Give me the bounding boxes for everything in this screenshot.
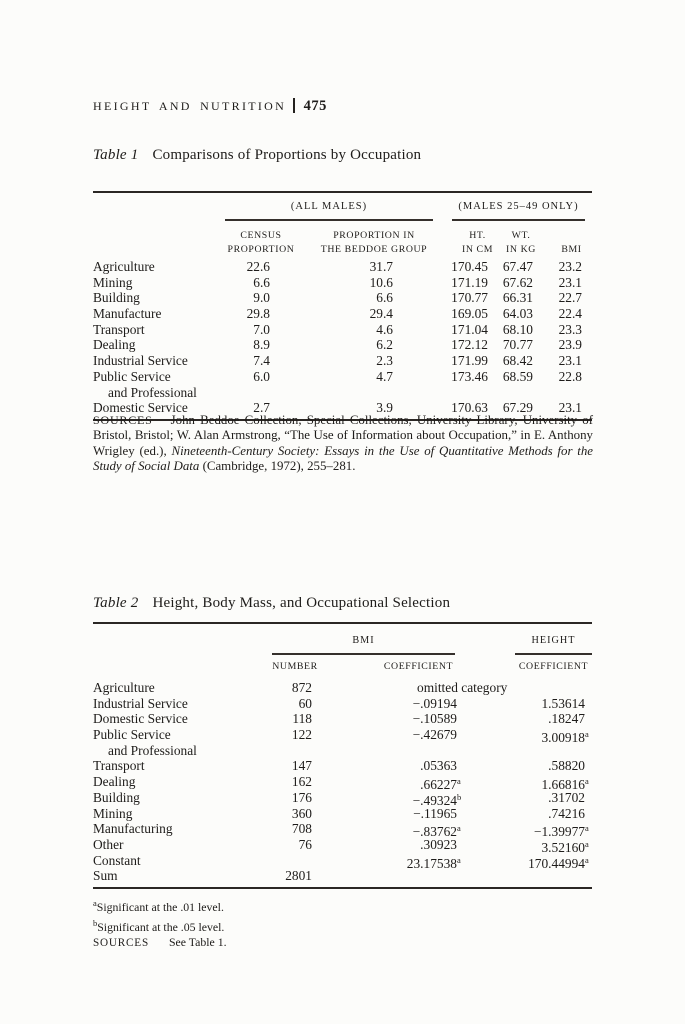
height-cell: 170.77 — [451, 290, 488, 306]
table-row — [93, 369, 592, 400]
column-header-ht-line2: IN CM — [461, 243, 494, 255]
census-cell: 9.0 — [253, 290, 270, 306]
bmi-coefficient-cell: .66227$^a$ — [420, 776, 461, 793]
table2-footnotes — [93, 896, 227, 952]
beddoe-cell: 2.3 — [376, 353, 393, 369]
height-coefficient-cell: .74216 — [548, 805, 585, 821]
number-cell: 162 — [291, 774, 312, 790]
number-cell: 176 — [291, 789, 312, 805]
height-cell: 171.19 — [451, 274, 488, 290]
number-cell: 872 — [291, 680, 312, 695]
table-row — [93, 290, 592, 306]
bmi-cell: 23.2 — [558, 259, 582, 274]
census-cell: 8.9 — [253, 337, 270, 353]
footnote-b: $^b$Significant at the .05 level. — [93, 917, 225, 934]
column-header-wt-line2: IN KG — [506, 243, 536, 255]
group-header-all-males: (ALL MALES) — [290, 201, 368, 212]
beddoe-cell: 4.7 — [376, 368, 393, 384]
table2-caption — [93, 595, 592, 612]
beddoe-cell: 29.4 — [369, 306, 393, 322]
census-cell: 7.4 — [253, 353, 270, 369]
bmi-cell: 22.7 — [558, 290, 582, 306]
occupation-cell: Industrial Service — [93, 695, 188, 711]
bmi-cell: 23.1 — [558, 353, 582, 369]
bmi-cell: 22.8 — [558, 368, 582, 384]
beddoe-cell: 31.7 — [369, 259, 393, 274]
occupation-line1: Public Service — [93, 727, 171, 743]
height-coefficient-cell: .31702 — [548, 789, 585, 805]
height-cell: 171.04 — [451, 321, 488, 337]
footnote-a-marker: a — [93, 898, 97, 908]
table2-header — [93, 624, 592, 680]
table2-bottom-rule — [93, 887, 592, 889]
bmi-coefficient-cell: −.09194 — [412, 695, 457, 711]
occupation-cell: Building — [93, 290, 140, 306]
group-rule-height — [515, 653, 592, 655]
height-coefficient-cell: 1.53614 — [541, 695, 585, 711]
occupation-cell: Industrial Service — [93, 353, 188, 369]
column-header-wt-line1: WT. — [511, 230, 531, 241]
occupation-cell: Manufacturing — [93, 821, 173, 837]
column-header-number: NUMBER — [272, 661, 318, 672]
bmi-coefficient-cell: 23.17538$^a$ — [406, 854, 461, 871]
table2 — [93, 622, 592, 889]
table1-label: Table 1 — [93, 147, 139, 163]
occupation-line2: and Professional — [108, 742, 197, 758]
table-row — [93, 353, 592, 369]
height-coefficient-cell: .58820 — [548, 758, 585, 774]
table-row — [93, 680, 592, 696]
weight-cell: 64.03 — [502, 306, 533, 322]
beddoe-cell: 6.6 — [376, 290, 393, 306]
occupation-cell: Sum — [93, 868, 118, 884]
occupation-cell: Dealing — [93, 774, 136, 790]
occupation-cell: Mining — [93, 805, 133, 821]
bmi-coefficient-cell: −.42679 — [412, 727, 457, 743]
occupation-cell — [93, 727, 243, 758]
occupation-cell — [93, 369, 233, 400]
book-title-italic: Nineteenth-Century Society: Essays in the Use of Quantitative Methods for the Study of Social Data — [93, 443, 593, 474]
height-coefficient-cell: 3.52160$^a$ — [541, 838, 589, 855]
height-cell: 173.46 — [451, 368, 488, 384]
occupation-cell: Constant — [93, 852, 141, 868]
weight-cell: 67.62 — [502, 274, 533, 290]
column-header-weight — [503, 229, 539, 256]
sources-text: See Table 1. — [168, 935, 227, 950]
census-cell: 29.8 — [246, 306, 270, 322]
sources-label: SOURCES — [93, 937, 149, 950]
height-coefficient-cell: .18247 — [548, 711, 585, 727]
table-row — [93, 259, 592, 275]
occupation-cell: Dealing — [93, 337, 136, 353]
footnote-a: $^a$Significant at the .01 level. — [93, 898, 224, 914]
beddoe-cell: 3.9 — [376, 400, 393, 416]
census-cell: 6.6 — [253, 274, 270, 290]
height-coefficient-cell: 170.44994$^a$ — [528, 854, 589, 871]
weight-cell: 68.59 — [502, 368, 533, 384]
table1 — [93, 191, 592, 421]
beddoe-cell: 4.6 — [376, 321, 393, 337]
bmi-coefficient-cell: .05363 — [420, 758, 457, 774]
beddoe-cell: 10.6 — [369, 274, 393, 290]
height-coefficient-cell: 3.00918$^a$ — [541, 729, 589, 746]
number-cell: 122 — [291, 727, 312, 743]
bmi-cell: 23.3 — [558, 321, 582, 337]
occupation-line1: Public Service — [93, 368, 171, 384]
weight-cell: 68.42 — [502, 353, 533, 369]
page-number: 475 — [303, 98, 327, 114]
bmi-cell: 23.9 — [558, 337, 582, 353]
group-header-bmi: BMI — [352, 635, 375, 646]
bmi-coefficient-cell: −.83762$^a$ — [412, 823, 461, 840]
table1-caption — [93, 147, 592, 164]
number-cell: 2801 — [285, 868, 312, 884]
number-cell: 708 — [291, 821, 312, 837]
running-head-divider — [293, 98, 295, 113]
bmi-coefficient-cell: .30923 — [420, 836, 457, 852]
number-cell: 76 — [298, 836, 312, 852]
column-header-bmi: BMI — [561, 243, 582, 255]
running-head — [93, 97, 327, 115]
height-cell: 170.63 — [451, 400, 488, 416]
table-row — [93, 774, 592, 793]
bmi-cell: 22.4 — [558, 306, 582, 322]
occupation-cell: Manufacture — [93, 306, 162, 322]
occupation-cell: Other — [93, 836, 124, 852]
running-head-title: HEIGHT AND NUTRITION — [93, 99, 287, 113]
table-row — [93, 821, 592, 840]
table-row — [93, 337, 592, 353]
height-cell: 170.45 — [451, 259, 488, 274]
column-header-height-coefficient: COEFFICIENT — [518, 661, 589, 672]
table1-section — [93, 147, 592, 421]
bmi-coefficient-cell — [312, 868, 457, 884]
omitted-category-cell: omitted category — [417, 680, 508, 695]
height-coefficient-cell — [457, 868, 585, 884]
column-header-beddoe — [315, 229, 433, 256]
column-header-height — [455, 229, 500, 256]
table1-header — [93, 193, 592, 259]
occupation-cell: Transport — [93, 758, 145, 774]
table-row — [93, 837, 592, 853]
occupation-cell: Mining — [93, 274, 133, 290]
table-row — [93, 790, 592, 806]
weight-cell: 68.10 — [502, 321, 533, 337]
table-row — [93, 711, 592, 727]
column-header-beddoe-line1: PROPORTION IN — [333, 230, 415, 241]
number-cell: 118 — [292, 711, 312, 727]
number-cell: 60 — [298, 695, 312, 711]
beddoe-cell: 6.2 — [376, 337, 393, 353]
column-header-bmi-coefficient: COEFFICIENT — [383, 661, 454, 672]
occupation-cell: Building — [93, 789, 140, 805]
height-coefficient-cell: 1.66816$^a$ — [541, 776, 589, 793]
bmi-coefficient-cell: −.11965 — [413, 805, 457, 821]
table-row — [93, 868, 592, 884]
occupation-cell: Transport — [93, 321, 145, 337]
group-rule-all-males — [225, 219, 433, 221]
group-header-males-25-49: (MALES 25–49 ONLY) — [458, 201, 579, 212]
census-cell: 22.6 — [246, 259, 270, 274]
column-header-census-line2: PROPORTION — [227, 243, 295, 255]
number-cell: 147 — [291, 758, 312, 774]
table2-title: Height, Body Mass, and Occupational Selection — [152, 595, 451, 611]
table2-label: Table 2 — [93, 595, 139, 611]
column-header-ht-line1: HT. — [469, 230, 486, 241]
sources-label: SOURCES — [93, 413, 153, 427]
column-header-census — [225, 229, 297, 256]
occupation-cell: Domestic Service — [93, 400, 188, 416]
weight-cell: 66.31 — [502, 290, 533, 306]
table2-section — [93, 595, 592, 889]
table-row — [93, 806, 592, 822]
table-row — [93, 322, 592, 338]
sources-text-after: (Cambridge, 1972), 255–281. — [199, 459, 356, 474]
table-row — [93, 727, 592, 758]
number-cell: 360 — [291, 805, 312, 821]
table1-sources — [93, 413, 593, 475]
bmi-cell: 23.1 — [558, 400, 582, 416]
census-cell: 7.0 — [253, 321, 270, 337]
height-cell: 172.12 — [451, 337, 488, 353]
group-header-height: HEIGHT — [531, 635, 576, 646]
occupation-cell: Agriculture — [93, 259, 155, 274]
weight-cell: 70.77 — [502, 337, 533, 353]
height-cell: 171.99 — [451, 353, 488, 369]
occupation-cell: Agriculture — [93, 680, 155, 695]
bmi-coefficient-cell: −.49324$^b$ — [412, 791, 462, 808]
table-row — [93, 758, 592, 774]
table-row — [93, 306, 592, 322]
weight-cell: 67.29 — [502, 400, 533, 416]
column-header-beddoe-line2: THE BEDDOE GROUP — [320, 243, 428, 255]
bmi-coefficient-cell: −.10589 — [412, 711, 457, 727]
height-cell: 169.05 — [451, 306, 488, 322]
census-cell: 2.7 — [253, 400, 270, 416]
footnote-b-marker: b — [93, 917, 98, 928]
weight-cell: 67.47 — [502, 259, 533, 274]
occupation-line2: and Professional — [108, 384, 197, 400]
bmi-cell: 23.1 — [558, 274, 582, 290]
table-row — [93, 275, 592, 291]
sources-text: John Beddoe Collection, Special Collections, University Library, University of Bristol, Bristol; W. Alan Armstrong, “The Use of Information about Occupation,” in E. Anthony Wrigley (ed.), — [93, 413, 593, 458]
table-row — [93, 696, 592, 712]
table1-title: Comparisons of Proportions by Occupation — [152, 147, 422, 163]
occupation-cell: Domestic Service — [93, 711, 188, 727]
table2-sources — [93, 935, 227, 952]
group-rule-bmi — [272, 653, 455, 655]
height-coefficient-cell: −1.39977$^a$ — [533, 823, 589, 840]
census-cell: 6.0 — [253, 368, 270, 384]
table-row — [93, 853, 592, 869]
group-rule-males-25-49 — [452, 219, 585, 221]
column-header-census-line1: CENSUS — [240, 230, 282, 241]
